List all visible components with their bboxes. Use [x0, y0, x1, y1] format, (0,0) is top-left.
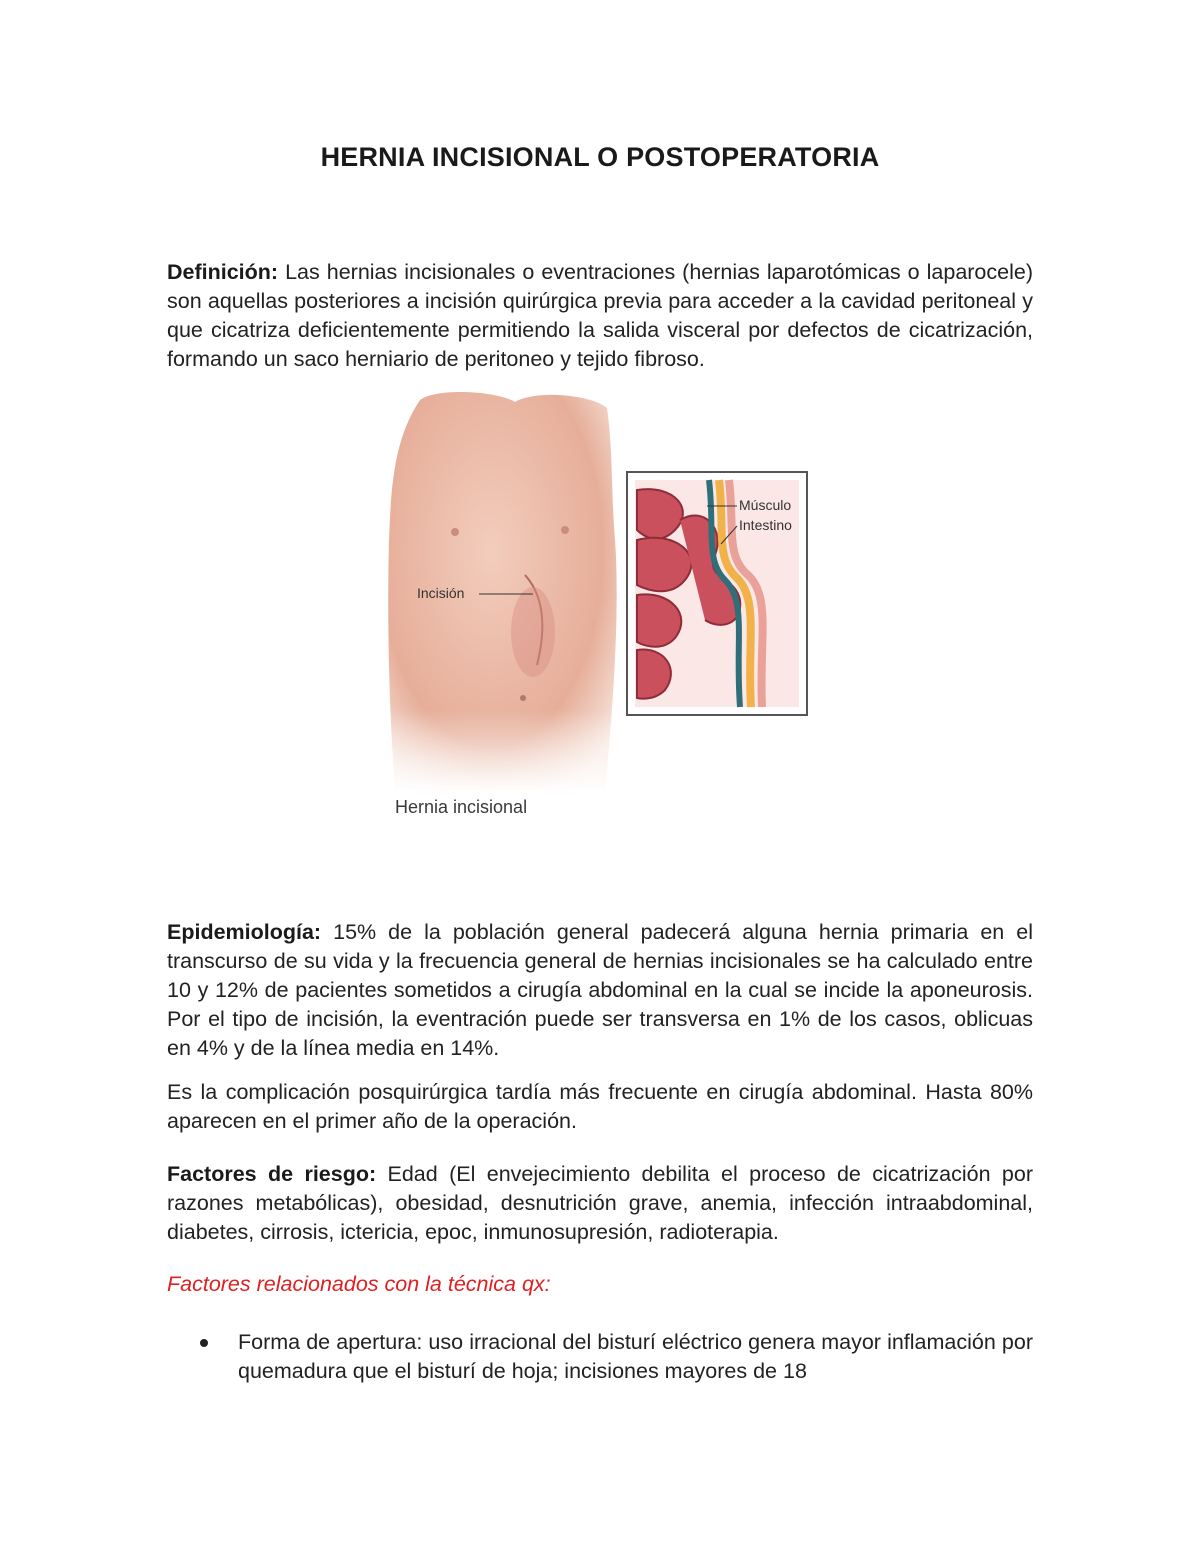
figure-caption: Hernia incisional — [395, 797, 528, 817]
epidemiology-text: 15% de la población general padecerá alguna hernia primaria en el transcurso de su vida y la frecuencia general de hernias incisionales se ha calculado entre 10 y 12% de pacientes sometidos a cirugía abdominal en la cual se incide la aponeurosis. Por el tipo de incisión, la eventración puede ser transversa en 1% de los casos, oblicuas en 4% y de la línea media en 14%. — [167, 920, 1033, 1060]
complication-text: Es la complicación posquirúrgica tardía más frecuente en cirugía abdominal. Hasta 80% aparecen en el primer año de la operación. — [167, 1080, 1033, 1133]
intestine-label: Intestino — [739, 517, 792, 533]
bullet-icon — [200, 1339, 208, 1347]
epidemiology-label: Epidemiología: — [167, 920, 322, 944]
definition-text: Las hernias incisionales o eventraciones (hernias laparotómicas o laparocele) son aquellas posteriores a incisión quirúrgica previa para acceder a la cavidad peritoneal y que cicatriza deficientemente permitiendo la salida visceral por defectos de cicatrización, formando un saco herniario de peritoneo y tejido fibroso. — [167, 260, 1033, 371]
muscle-label: Músculo — [739, 497, 792, 513]
definition-label: Definición: — [167, 260, 279, 284]
technique-heading: Factores relacionados con la técnica qx: — [167, 1272, 551, 1296]
hernia-illustration — [375, 380, 835, 800]
risk-factors-text: Edad (El envejecimiento debilita el proceso de cicatrización por razones metabólicas), obesidad, desnutrición grave, anemia, infección intraabdominal, diabetes, cirrosis, ictericia, epoc, inmunosupresión, radioterapia. — [167, 1162, 1033, 1244]
incision-label: Incisión — [417, 585, 465, 601]
bullet-text: Forma de apertura: uso irracional del bisturí eléctrico genera mayor inflamación por quemadura que el bisturí de hoja; incisiones mayores de 18 — [238, 1330, 1033, 1383]
hernia-figure — [375, 380, 835, 830]
complication-paragraph — [167, 1078, 1033, 1136]
risk-factors-paragraph — [167, 1160, 1033, 1247]
document-title: HERNIA INCISIONAL O POSTOPERATORIA — [320, 142, 880, 172]
list-item — [198, 1328, 1033, 1386]
definition-paragraph — [167, 258, 1033, 374]
epidemiology-paragraph — [167, 918, 1033, 1063]
technique-bullet-list — [198, 1328, 1033, 1386]
risk-factors-label: Factores de riesgo: — [167, 1162, 377, 1186]
